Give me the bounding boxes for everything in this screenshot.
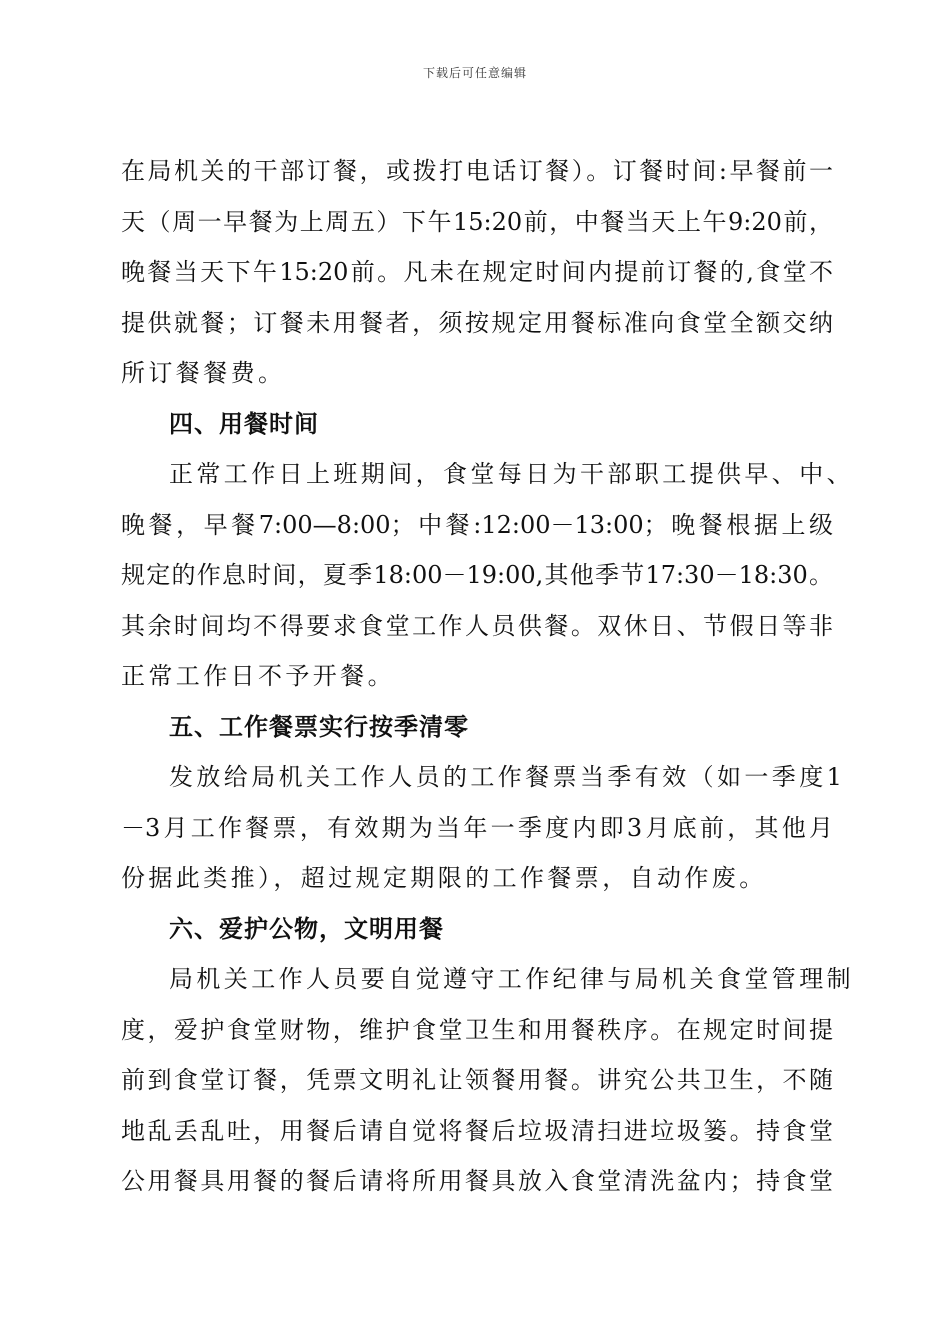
body-line: 所订餐餐费。 [121, 359, 286, 387]
body-line: 晚餐，早餐7:00—8:00；中餐:12:00－13:00；晚餐根据上级 [121, 510, 833, 539]
body-line: 在局机关的干部订餐，或拨打电话订餐）。订餐时间:早餐前一 [121, 157, 833, 185]
body-line: 规定的作息时间，夏季18:00－19:00,其他季节17:30－18:30。 [121, 561, 833, 589]
body-line: 天（周一早餐为上周五）下午15:20前，中餐当天上午9:20前， [121, 207, 833, 236]
body-line: 晚餐当天下午15:20前。凡未在规定时间内提前订餐的,食堂不 [121, 258, 833, 286]
body-line: 地乱丢乱吐，用餐后请自觉将餐后垃圾清扫进垃圾篓。持食堂 [121, 1116, 833, 1145]
body-line: 其余时间均不得要求食堂工作人员供餐。双休日、节假日等非 [121, 611, 833, 640]
body-line: 度，爱护食堂财物，维护食堂卫生和用餐秩序。在规定时间提 [121, 1015, 833, 1044]
body-line: 正常工作日不予开餐。 [121, 662, 395, 690]
body-line: 份据此类推），超过规定期限的工作餐票，自动作废。 [121, 864, 767, 892]
body-line: －3月工作餐票，有效期为当年一季度内即3月底前，其他月 [121, 813, 833, 842]
body-line: 提供就餐；订餐未用餐者，须按规定用餐标准向食堂全额交纳 [121, 308, 833, 337]
body-line: 公用餐具用餐的餐后请将所用餐具放入食堂清洗盆内；持食堂 [121, 1167, 833, 1195]
section-heading: 四、用餐时间 [169, 409, 319, 438]
body-line: 局机关工作人员要自觉遵守工作纪律与局机关食堂管理制 [169, 965, 854, 993]
document-body [121, 146, 854, 1207]
body-line: 发放给局机关工作人员的工作餐票当季有效（如一季度1 [169, 763, 846, 791]
body-line: 正常工作日上班期间，食堂每日为干部职工提供早、中、 [169, 460, 854, 488]
page-header: 下载后可任意编辑 [422, 66, 527, 80]
section-heading: 五、工作餐票实行按季清零 [169, 712, 469, 741]
section-heading: 六、爱护公物，文明用餐 [169, 914, 444, 943]
body-line: 前到食堂订餐，凭票文明礼让领餐用餐。讲究公共卫生，不随 [121, 1066, 833, 1094]
